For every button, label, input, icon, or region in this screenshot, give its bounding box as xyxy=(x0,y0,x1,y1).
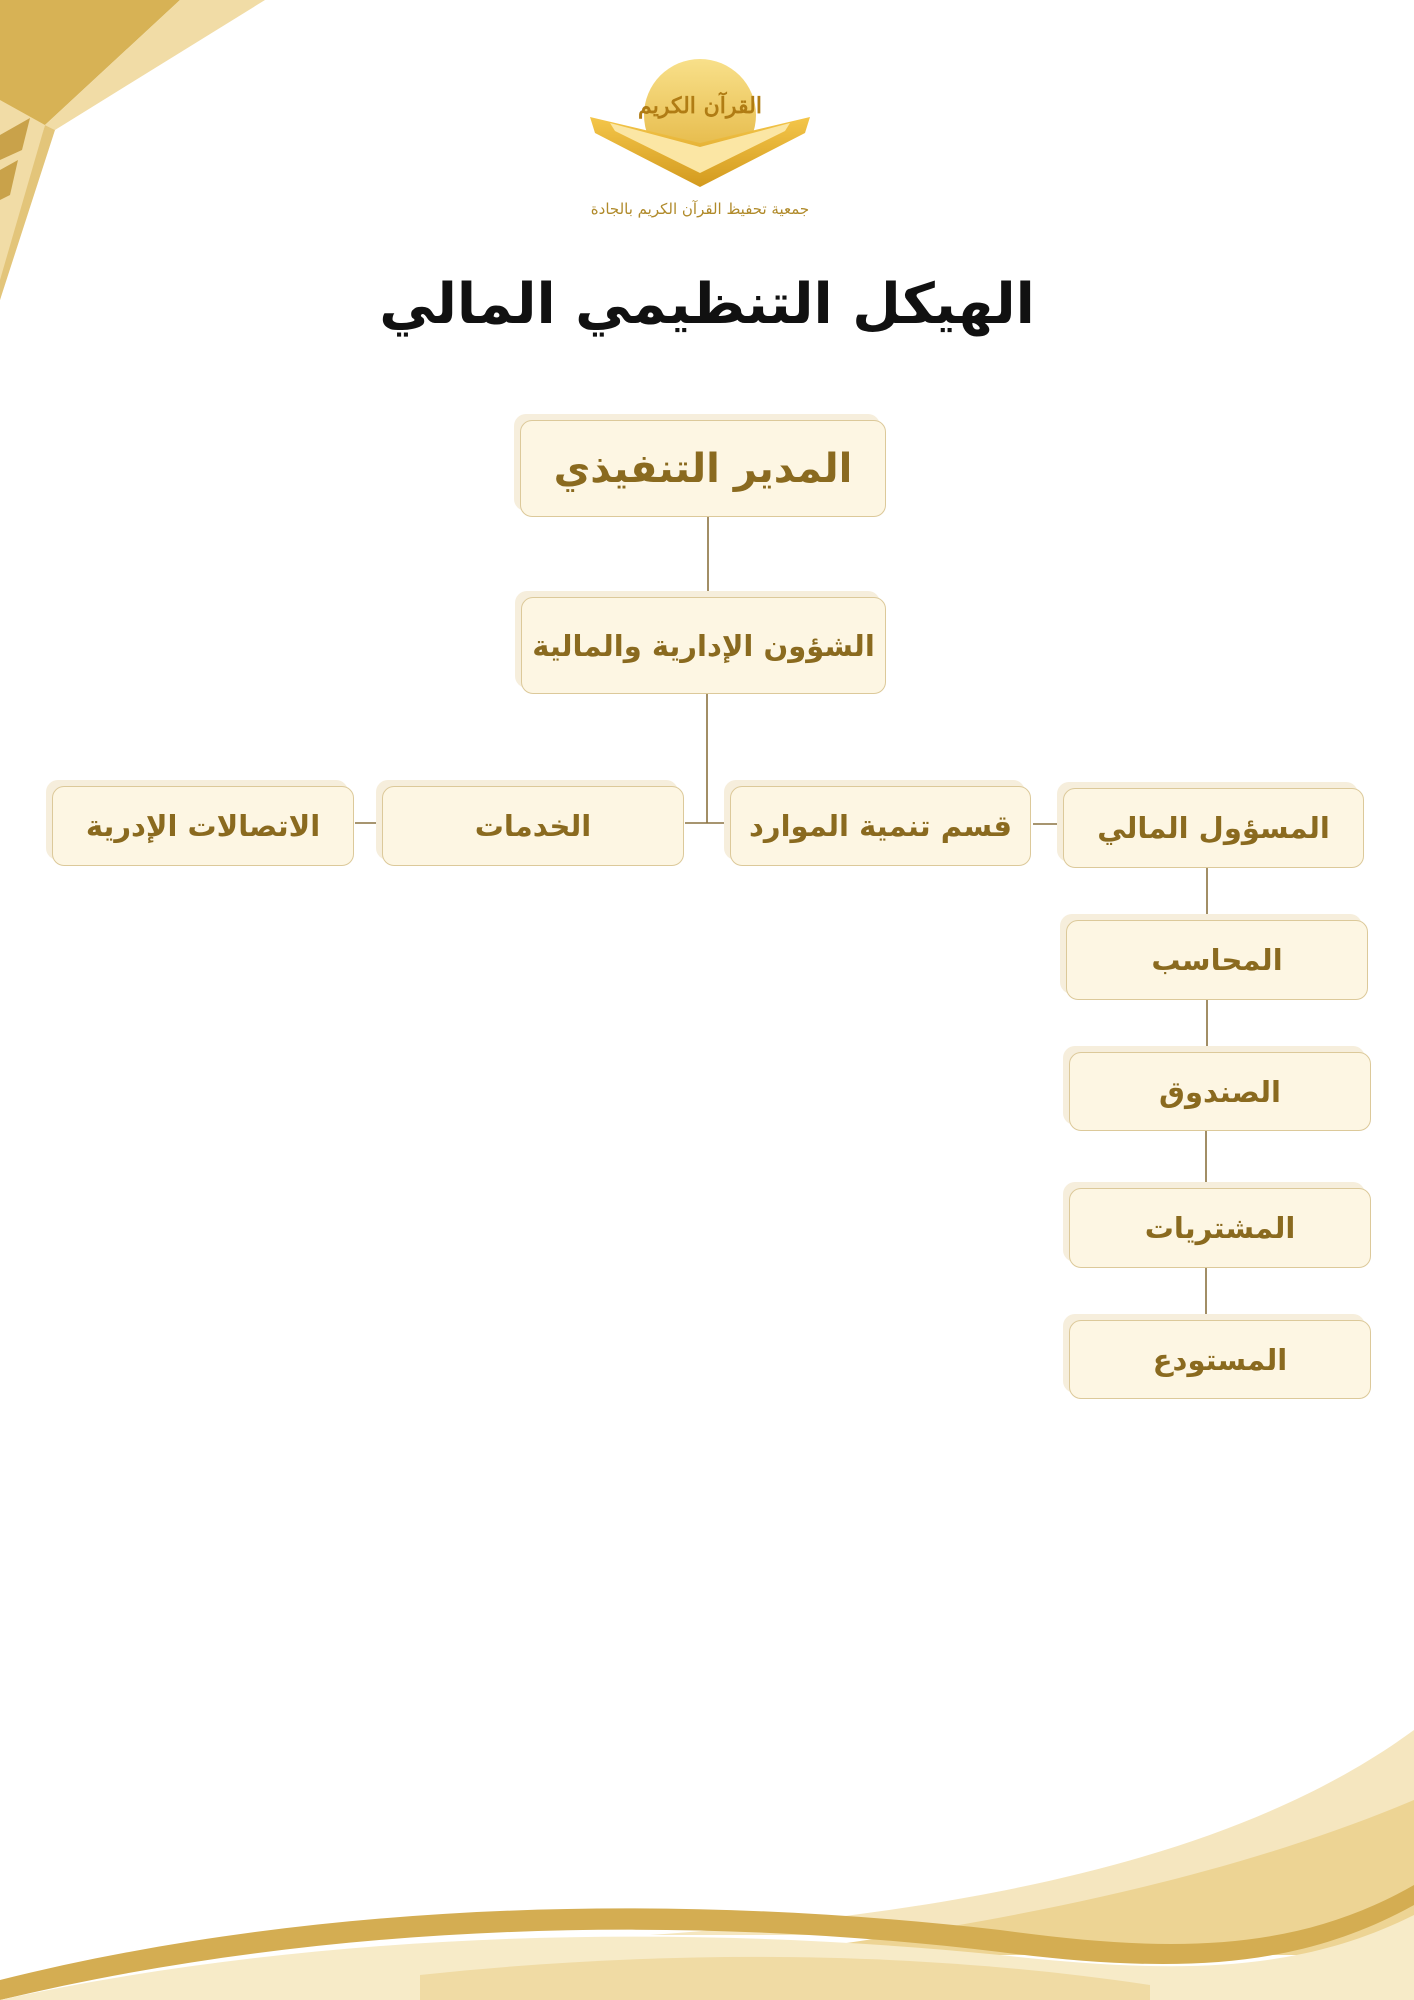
node-purchasing: المشتريات xyxy=(1069,1188,1371,1268)
node-warehouse: المستودع xyxy=(1069,1320,1371,1399)
node-resource-development: قسم تنمية الموارد xyxy=(730,786,1031,866)
node-accountant: المحاسب xyxy=(1066,920,1368,1000)
node-finance-officer: المسؤول المالي xyxy=(1063,788,1364,868)
page-title: الهيكل التنظيمي المالي xyxy=(379,272,1035,337)
node-executive-director: المدير التنفيذي xyxy=(520,420,886,517)
emblem-text: القرآن الكريم xyxy=(638,93,762,119)
node-treasury: الصندوق xyxy=(1069,1052,1371,1131)
node-admin-finance-affairs: الشؤون الإدارية والمالية xyxy=(521,597,886,694)
node-admin-communications: الاتصالات الإدرية xyxy=(52,786,354,866)
logo-caption: جمعية تحفيظ القرآن الكريم بالجادة xyxy=(590,200,810,218)
node-services: الخدمات xyxy=(382,786,684,866)
